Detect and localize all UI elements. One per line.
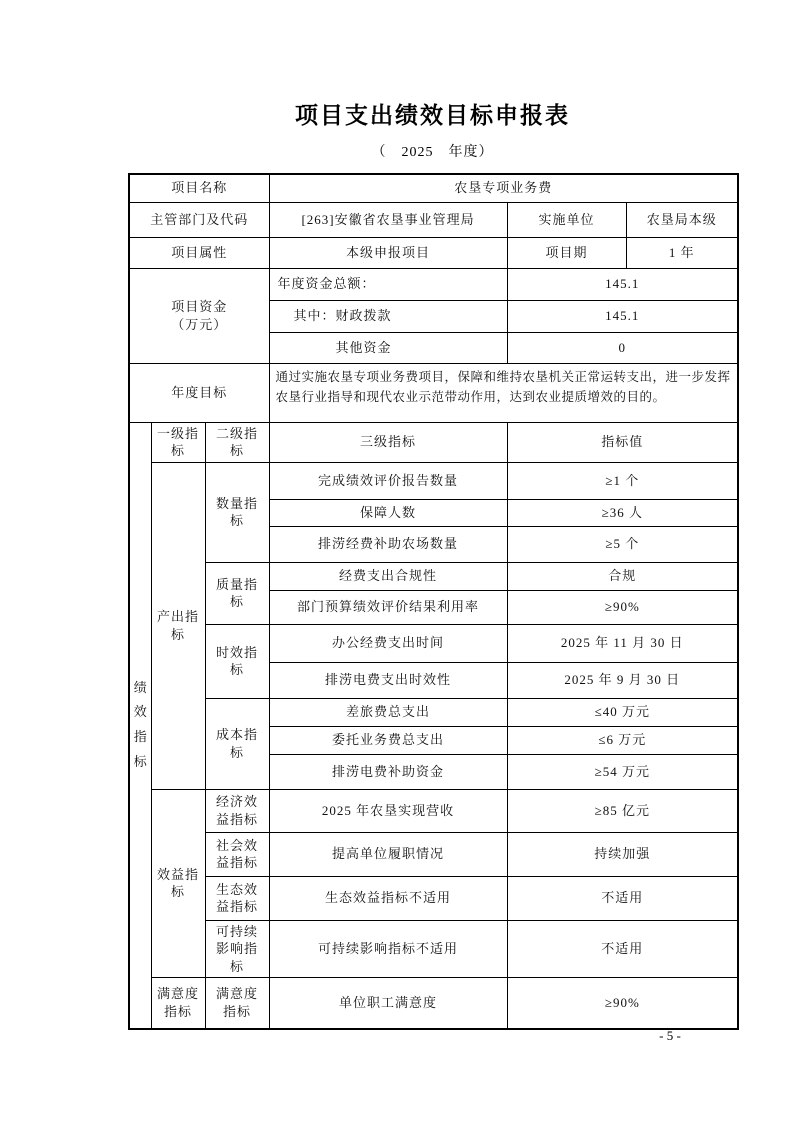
level3-indicator: 2025 年农垦实现营收 [269, 789, 507, 832]
indicator-value: ≤6 万元 [507, 726, 738, 754]
project-performance-table [128, 173, 739, 1030]
funds-fiscal-value: 145.1 [507, 300, 738, 332]
level3-indicator: 差旅费总支出 [269, 698, 507, 726]
funds-other-value: 0 [507, 332, 738, 363]
table-row [129, 789, 738, 832]
level3-indicator: 办公经费支出时间 [269, 624, 507, 662]
level3-indicator: 部门预算绩效评价结果利用率 [269, 590, 507, 624]
indicator-value: 不适用 [507, 920, 738, 978]
level2-satisfaction: 满意度指标 [205, 978, 269, 1029]
project-name-label: 项目名称 [129, 174, 269, 202]
table-row [129, 876, 738, 920]
indicator-value: ≥5 个 [507, 526, 738, 562]
page-title: 项目支出绩效目标申报表 [295, 103, 570, 128]
table-row [129, 562, 738, 590]
funds-other-label: 其他资金 [269, 332, 507, 363]
attribute-value: 本级申报项目 [269, 237, 507, 268]
header-level1: 一级指标 [151, 422, 205, 462]
level3-indicator: 可持续影响指标不适用 [269, 920, 507, 978]
department-label: 主管部门及代码 [129, 202, 269, 237]
table-row [129, 624, 738, 662]
implement-unit-label: 实施单位 [507, 202, 626, 237]
table-row [129, 462, 738, 499]
project-name-value: 农垦专项业务费 [269, 174, 738, 202]
implement-unit-value: 农垦局本级 [626, 202, 738, 237]
doc-year-line: （ 2025 年度） [371, 145, 494, 160]
level1-benefit: 效益指标 [151, 789, 205, 978]
indicator-value: ≥90% [507, 590, 738, 624]
table-row [129, 698, 738, 726]
indicator-value: ≥1 个 [507, 462, 738, 499]
level3-indicator: 生态效益指标不适用 [269, 876, 507, 920]
indicator-value: 合规 [507, 562, 738, 590]
level2-quantity: 数量指标 [205, 462, 269, 562]
header-value: 指标值 [507, 422, 738, 462]
level1-satisfaction: 满意度指标 [151, 978, 205, 1029]
funds-total-label: 年度资金总额： [269, 268, 507, 300]
funds-label-line2: （万元） [171, 316, 228, 332]
indicator-value: 2025 年 11 月 30 日 [507, 624, 738, 662]
attribute-label: 项目属性 [129, 237, 269, 268]
table-row [129, 978, 738, 1029]
level3-indicator: 提高单位履职情况 [269, 832, 507, 876]
page-number: - 5 - [659, 1028, 681, 1043]
table-row [129, 920, 738, 978]
department-value: [263]安徽省农垦事业管理局 [269, 202, 507, 237]
level2-quality: 质量指标 [205, 562, 269, 624]
level3-indicator: 排涝电费补助资金 [269, 754, 507, 789]
period-label: 项目期 [507, 237, 626, 268]
level2-timeliness: 时效指标 [205, 624, 269, 698]
header-level2: 二级指标 [205, 422, 269, 462]
annual-goal-label: 年度目标 [129, 363, 269, 422]
indicator-value: ≥54 万元 [507, 754, 738, 789]
funds-fiscal-label: 其中：财政拨款 [269, 300, 507, 332]
table-row [129, 832, 738, 876]
level2-economic: 经济效益指标 [205, 789, 269, 832]
level2-social: 社会效益指标 [205, 832, 269, 876]
level3-indicator: 排涝经费补助农场数量 [269, 526, 507, 562]
period-value: 1 年 [626, 237, 738, 268]
level3-indicator: 委托业务费总支出 [269, 726, 507, 754]
annual-goal-text: 通过实施农垦专项业务费项目，保障和维持农垦机关正常运转支出，进一步发挥农垦行业指导和现代农业示范带动作用，达到农业提质增效的目的。 [269, 363, 738, 422]
level2-sustainable: 可持续影响指标 [205, 920, 269, 978]
level3-indicator: 单位职工满意度 [269, 978, 507, 1029]
indicator-value: 2025 年 9 月 30 日 [507, 662, 738, 698]
level2-cost: 成本指标 [205, 698, 269, 789]
level3-indicator: 完成绩效评价报告数量 [269, 462, 507, 499]
indicator-value: ≥85 亿元 [507, 789, 738, 832]
level3-indicator: 经费支出合规性 [269, 562, 507, 590]
funds-label-line1: 项目资金 [171, 298, 228, 314]
performance-indicator-side-label: 绩效指标 [129, 422, 151, 1029]
level3-indicator: 排涝电费支出时效性 [269, 662, 507, 698]
level1-output: 产出指标 [151, 462, 205, 789]
level2-ecological: 生态效益指标 [205, 876, 269, 920]
header-level3: 三级指标 [269, 422, 507, 462]
indicator-value: ≥90% [507, 978, 738, 1029]
indicator-value: ≥36 人 [507, 499, 738, 526]
indicator-value: 持续加强 [507, 832, 738, 876]
level3-indicator: 保障人数 [269, 499, 507, 526]
indicator-value: ≤40 万元 [507, 698, 738, 726]
funds-total-value: 145.1 [507, 268, 738, 300]
indicator-value: 不适用 [507, 876, 738, 920]
funds-label [129, 268, 269, 363]
